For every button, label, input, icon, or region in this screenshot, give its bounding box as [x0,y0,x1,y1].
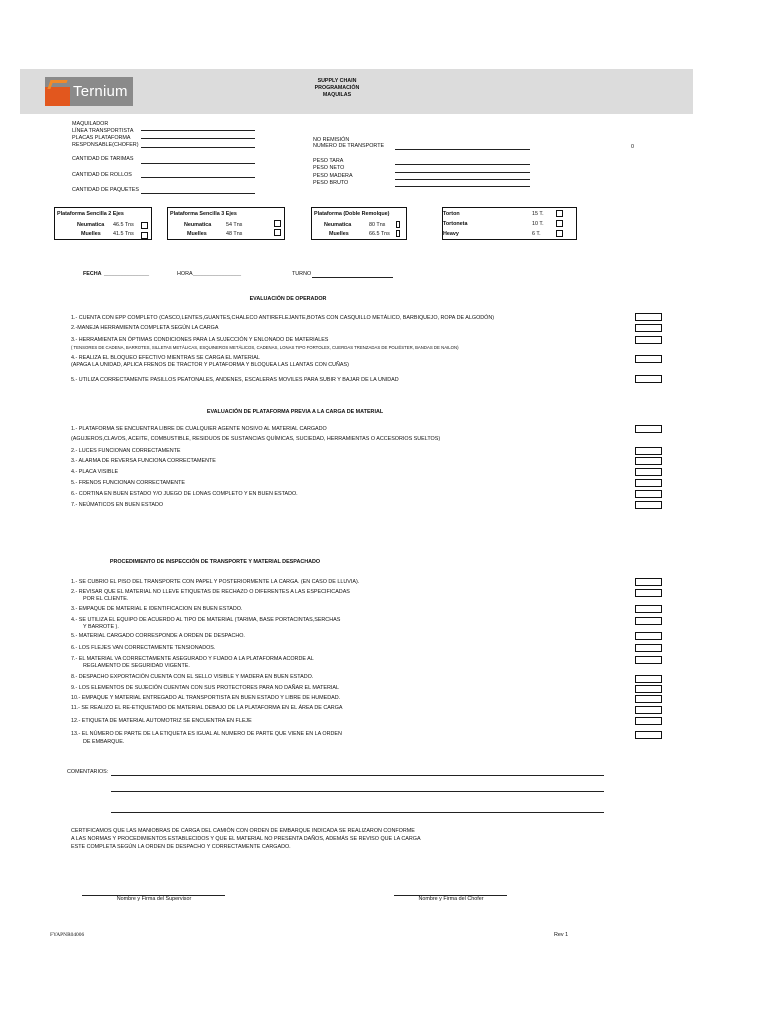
truck-checkbox[interactable] [556,230,563,237]
ternium-logo [45,77,133,106]
platform-row2-label: Muelles [81,231,101,237]
peso-bruto-field[interactable] [395,186,530,187]
checklist-item: 1.- SE CUBRIO EL PISO DEL TRANSPORTE CON PAPEL Y POSTERIORMENTE LA CARGA. (EN CASO DE LLUVIA). [71,579,360,585]
hora-field[interactable]: ________________ [193,271,241,277]
numero-transporte-field[interactable] [395,149,530,150]
revision-label: Rev 1 [554,932,569,938]
checklist-item: 1.- PLATAFORMA SE ENCUENTRA LIBRE DE CUALQUIER AGENTE NOSIVO AL MATERIAL CARGADO [71,426,327,432]
checklist-box[interactable] [635,706,662,714]
checklist-box[interactable] [635,468,662,476]
checklist-box[interactable] [635,479,662,487]
checklist-box[interactable] [635,632,662,640]
checklist-item: 10.- EMPAQUE Y MATERIAL ENTREGADO AL TRANSPORTISTA EN BUEN ESTADO Y LIBRE DE HUMEDAD. [71,695,341,701]
checklist-item-detail: (APAGA LA UNIDAD, APLICA FRENOS DE TRACTOR Y PLATAFORMA Y BLOQUEA LAS LLANTAS CON CUÑAS) [71,362,349,368]
section-title: EVALUACIÓN DE PLATAFORMA PREVIA A LA CARGA DE MATERIAL [206,409,384,415]
checklist-item: 3.- EMPAQUE DE MATERIAL E IDENTIFICACION EN BUEN ESTADO. [71,606,243,612]
platform-row1-value: 46.5 Tns [113,222,134,228]
checklist-box[interactable] [635,605,662,613]
section-title: EVALUACIÓN DE OPERADOR [249,296,327,302]
checklist-box[interactable] [635,644,662,652]
platform-row1-label: Neumatica [324,222,352,228]
checklist-item-detail: ( TENSORES DE CADENA, BARROTES, SILLETAS METÁLICAS, ESQUINEROS METÁLICOS, CADENAS, LONAS TIPO FORTOLEX, CUERDAS TRENZADAS DE POLIÉSTER, BANDAS DE NAILON) [71,345,459,350]
certification-line: ESTE COMPLETA SEGÚN LA ORDEN DE DESPACHO Y CORRECTAMENTE CARGADO. [71,843,291,850]
checklist-item: 5.- FRENOS FUNCIONAN CORRECTAMENTE [71,480,186,486]
truck-value: 10 T. [532,221,544,227]
fecha-label: FECHA [83,271,102,277]
platform-row1-value: 80 Tns [369,222,386,228]
platform-box [167,207,285,240]
cantidad-rollos-label: CANTIDAD DE ROLLOS [72,172,132,178]
peso-bruto-label: PESO BRUTO [313,180,349,186]
cantidad-paquetes-field[interactable] [141,193,255,194]
maquilador-label: MAQUILADOR [72,121,109,127]
checklist-box[interactable] [635,336,662,344]
peso-madera-label: PESO MADERA [313,173,353,179]
checklist-item: 2.- REVISAR QUE EL MATERIAL NO LLEVE ETIQUETAS DE RECHAZO O DIFERENTES A LAS ESPECIFICADAS [71,589,350,595]
responsable-field[interactable] [141,147,255,148]
platform-row1-label: Neumatica [77,222,105,228]
checklist-box[interactable] [635,695,662,703]
form-code: FYAPNR04006 [50,932,85,938]
platform-row2-label: Muelles [187,231,207,237]
ternium-logo-mark-icon [45,77,70,106]
checklist-box[interactable] [635,355,662,363]
document-title [296,78,378,99]
checklist-box[interactable] [635,685,662,693]
no-remision-label: NO REMISIÓN [313,137,350,143]
platform-box [311,207,407,240]
checklist-item-continued: REGLAMENTO DE SEGURIDAD VIGENTE. [83,663,190,669]
platform-row2-label: Muelles [329,231,349,237]
platform-title: Plataforma Sencilla 2 Ejes [57,211,124,217]
logo-text: Ternium [73,82,128,100]
checklist-box[interactable] [635,717,662,725]
platform-row2-checkbox[interactable] [274,229,281,236]
peso-madera-field[interactable] [395,179,530,180]
checklist-item: 8.- DESPACHO EXPORTACIÓN CUENTA CON EL SELLO VISIBLE Y MADERA EN BUEN ESTADO. [71,674,314,680]
checklist-box[interactable] [635,425,662,433]
checklist-item-continued: POR EL CLIENTE. [83,596,129,602]
checklist-box[interactable] [635,589,662,597]
checklist-item: 4.- SE UTILIZA EL EQUIPO DE ACUERDO AL TIPO DE MATERIAL (TARIMA, BASE PORTACINTAS,SERCHAS [71,617,341,623]
comments-line[interactable] [111,791,604,792]
responsable-label: RESPONSABLE(CHOFER) [72,142,139,148]
placas-plataforma-label: PLACAS PLATAFORMA [72,135,131,141]
turno-label: TURNO [292,271,312,277]
checklist-item: 9.- LOS ELEMENTOS DE SUJECIÓN CUENTAN CON SUS PROTECTORES PARA NO DAÑAR EL MATERIAL [71,685,339,691]
checklist-item: 11.- SE REALIZO EL RE-ETIQUETADO DE MATERIAL DEBAJO DE LA PLATAFORMA EN EL ÁREA DE CARGA [71,705,343,711]
checklist-item-detail: (AGUJEROS,CLAVOS, ACEITE, COMBUSTIBLE, RESIDUOS DE SUSTANCIAS QUÍMICAS, SUCIEDAD, HERRAMIENTAS O ACCESORIOS SUELTOS) [71,436,441,442]
checklist-box[interactable] [635,617,662,625]
comentarios-label: COMENTARIOS: [67,769,109,775]
checklist-item: 5.- MATERIAL CARGADO CORRESPONDE A ORDEN DE DESPACHO. [71,633,245,639]
checklist-item: 7.- NEÚMATICOS EN BUEN ESTADO [71,502,164,508]
platform-row1-value: 54 Tns [226,222,243,228]
turno-field[interactable] [312,277,393,278]
checklist-item: 7.- EL MATERIAL VA CORRECTAMENTE ASEGURADO Y FIJADO A LA PLATAFORMA ACORDE AL [71,656,314,662]
platform-row2-value: 66.5 Tns [369,231,390,237]
platform-row2-value: 41.5 Tns [113,231,134,237]
certification-line: CERTIFICAMOS QUE LAS MANIOBRAS DE CARGA DEL CAMIÓN CON ORDEN DE EMBARQUE INDICADA SE REALIZARON CONFORME [71,828,415,834]
checklist-item: 6.- LOS FLEJES VAN CORRECTAMENTE TENSIONADOS. [71,645,216,651]
checklist-item: 2.-MANEJA HERRAMIENTA COMPLETA SEGÚN LA CARGA [71,325,219,331]
placas-plataforma-field[interactable] [141,138,255,139]
checklist-item: 6.- CORTINA EN BUEN ESTADO Y/O JUEGO DE LONAS COMPLETO Y EN BUEN ESTADO. [71,491,298,497]
numero-transporte-value: 0 [631,144,634,150]
checklist-box[interactable] [635,324,662,332]
platform-title: Plataforma Sencilla 3 Ejes [170,211,237,217]
truck-checkbox[interactable] [556,220,563,227]
platform-row1-checkbox[interactable] [396,221,400,228]
checklist-item: 4.- REALIZA EL BLOQUEO EFECTIVO MIENTRAS SE CARGA EL MATERIAL [71,355,260,361]
checklist-item: 2.- LUCES FUNCIONAN CORRECTAMENTE [71,448,181,454]
platform-box [54,207,152,240]
cantidad-rollos-field[interactable] [141,177,255,178]
checklist-box[interactable] [635,457,662,465]
peso-tara-field[interactable] [395,164,530,165]
checklist-item: 1.- CUENTA CON EPP COMPLETO (CASCO,LENTES,GUANTES,CHALECO ANTIREFLEJANTE,BOTAS CON CASQUILLO METÁLICO, BARBIQUEJO, ROPA DE ALGODÓN) [71,315,495,321]
platform-row2-checkbox[interactable] [141,232,148,239]
truck-label: Torton [443,211,460,217]
comments-line[interactable] [111,812,604,813]
truck-label: Heavy [443,231,459,237]
checklist-item: 5.- UTILIZA CORRECTAMENTE PASILLOS PEATONALES, ANDENES, ESCALERAS MOVILES PARA SUBIR Y BAJAR DE LA UNIDAD [71,377,399,383]
platform-row2-checkbox[interactable] [396,230,400,237]
truck-box [442,207,577,240]
checklist-box[interactable] [635,447,662,455]
title-line: MAQUILAS [322,92,352,99]
platform-row1-checkbox[interactable] [141,222,148,229]
comments-line[interactable] [111,775,604,776]
cantidad-tarimas-label: CANTIDAD DE TARIMAS [72,156,134,162]
checklist-box[interactable] [635,656,662,664]
platform-row1-label: Neumatica [184,222,212,228]
peso-tara-label: PESO TARA [313,158,344,164]
platform-row2-value: 48 Tns [226,231,243,237]
fecha-field[interactable]: _______________ [104,271,149,277]
checklist-box[interactable] [635,501,662,509]
certification-line: A LAS NORMAS Y PROCEDIMIENTOS ESTABLECIDOS Y QUE EL MATERIAL NO PRESENTA DAÑOS, ADEMÁS SE REVISO QUE LA CARGA [71,835,421,842]
truck-checkbox[interactable] [556,210,563,217]
chofer-signature-label: Nombre y Firma del Chofer [418,896,484,902]
hora-label: HORA [177,271,193,277]
linea-transportista-label: LÍNEA TRANSPORTISTA [72,128,134,134]
checklist-item: 4.- PLACA VISIBLE [71,469,119,475]
checklist-item-continued: DE EMBARQUE. [83,739,125,745]
truck-value: 6 T. [532,231,541,237]
cantidad-paquetes-label: CANTIDAD DE PAQUETES [72,187,139,193]
cantidad-tarimas-field[interactable] [141,163,255,164]
checklist-box[interactable] [635,578,662,586]
checklist-item: 3.- ALARMA DE REVERSA FUNCIONA CORRECTAMENTE [71,458,216,464]
checklist-box[interactable] [635,731,662,739]
checklist-item: 3.- HERRAMIENTA EN ÓPTIMAS CONDICIONES PARA LA SUJECCIÓN Y ENLONADO DE MATERIALES [71,337,329,343]
peso-neto-label: PESO NETO [313,165,345,171]
supervisor-signature-label: Nombre y Firma del Supervisor [116,896,192,902]
checklist-item: 12.- ETIQUETA DE MATERIAL AUTOMOTRIZ SE ENCUENTRA EN FLEJE [71,718,252,724]
peso-neto-field[interactable] [395,172,530,173]
section-title: PROCEDIMIENTO DE INSPECCIÓN DE TRANSPORTE Y MATERIAL DESPACHADO [109,559,321,565]
certification-text [71,828,421,851]
truck-label: Tortoneta [443,221,468,227]
numero-transporte-label: NUMERO DE TRANSPORTE [313,143,385,149]
title-line: SUPPLY CHAIN [317,78,357,84]
title-line: PROGRAMACIÓN [314,85,360,92]
checklist-item: 13.- EL NÚMERO DE PARTE DE LA ETIQUETA ES IGUAL AL NUMERO DE PARTE QUE VIENE EN LA ORDEN [71,731,342,737]
platform-row1-checkbox[interactable] [274,220,281,227]
checklist-box[interactable] [635,375,662,383]
linea-transportista-field[interactable] [141,130,255,131]
truck-value: 15 T. [532,211,544,217]
checklist-item-continued: Y BARROTE ). [83,624,119,630]
platform-title: Plataforma (Doble Remolque) [314,211,390,217]
checklist-box[interactable] [635,675,662,683]
checklist-box[interactable] [635,313,662,321]
checklist-box[interactable] [635,490,662,498]
